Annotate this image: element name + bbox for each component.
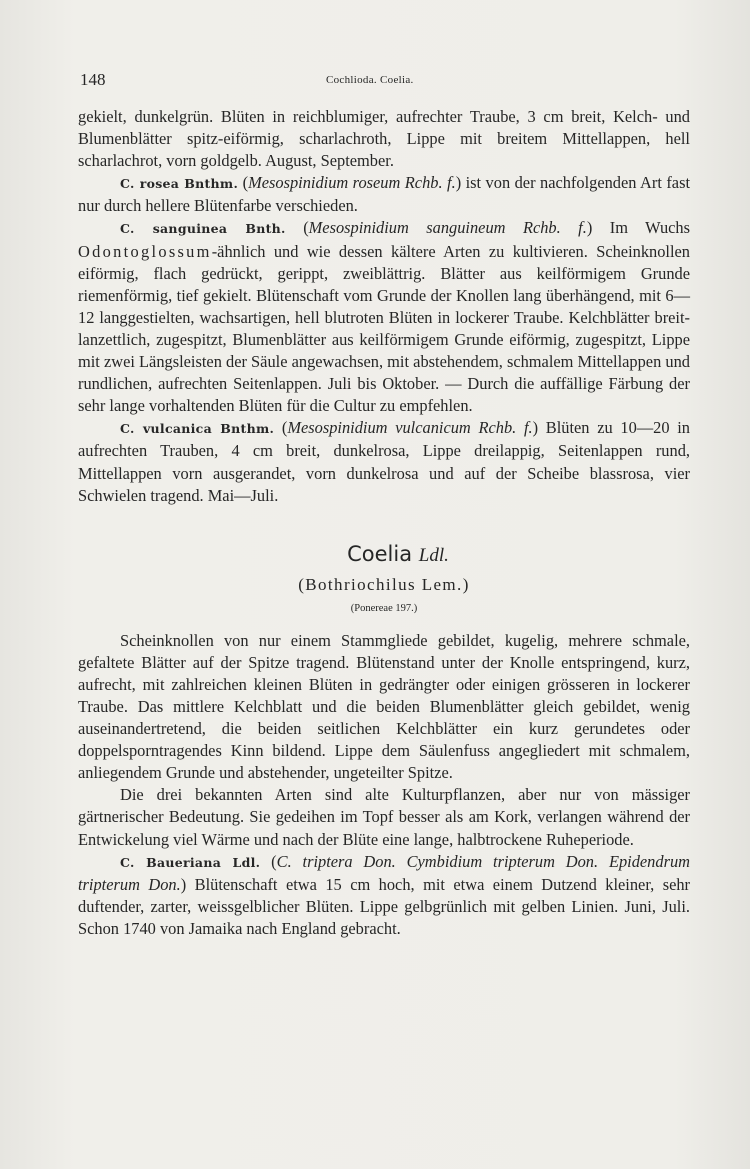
species-description: ist von der nachfolgenden Art fast nur durch hellere Blütenfarbe verschieden. [78,173,691,216]
genus-title: Coelia Ldl. [347,541,449,566]
genus-reference: Odontoglossum [78,241,212,261]
species-synonym: Mesospinidium sanguineum Rchb. f. [308,218,587,238]
genus-author: Ldl. [418,544,449,566]
page-number: 148 [80,70,106,89]
species-entry-vulcanica: C. vulcanica Bnthm. (Mesospinidium vulcanicum Rchb. f.) Blüten zu 10—20 in aufrechten Trauben, 4 cm breit, dunkelrosa, Lippe dreilappig, Seitenlappen rund, Mittellappen vorn ausgerandet, vorn dunkelrosa und auf der Scheibe blassrosa, vier Schwielen tragend. Mai—Juli. [78,418,690,505]
species-description: -ähnlich und wie dessen kältere Arten zu kultivieren. Scheinknollen eiförmig, flach gedrückt, gerippt, zweiblättrig. Blätter aus keilförmigem Grunde riemenförmig, tief gekielt. Blütenschaft vom Grunde der Knollen lang überhängend, mit 6—12 langgestielten, wachsartigen, hell blutroten Blüten in lockerer Traube. Kelchblätter breit-lanzettlich, zugespitzt, Blumenblätter aus keilförmigem Grunde eiförmig, zugespitzt, Lippe mit zwei Längsleisten der Säule angewachsen, mit abstehendem, schmalem Mittellappen und rundlichen, aufrechten Seitenlappen. Juli bis Oktober. — Durch die auffällige Färbung der sehr lange vorhaltenden Blüten für die Cultur zu empfehlen. [78,241,690,416]
species-entry-sanguinea: C. sanguinea Bnth. (Mesospinidium sanguineum Rchb. f.) Im Wuchs Odontoglossum-ähnlich und wie dessen kältere Arten zu kultivieren. Scheinknollen eiförmig, flach gedrückt, gerippt, zweiblättrig. Blätter aus keilförmigem Grunde riemenförmig, tief gekielt. Blütenschaft vom Grunde der Knollen lang überhängend, mit 6—12 langgestielten, wachsartigen, hell blutroten Blüten in lockerer Traube. Kelchblätter breit-lanzettlich, zugespitzt, Blumenblätter aus keilförmigem Grunde eiförmig, zugespitzt, Lippe mit zwei Längsleisten der Säule angewachsen, mit abstehendem, schmalem Mittellappen und rundlichen, aufrechten Seitenlappen. Juli bis Oktober. — Durch die auffällige Färbung der sehr lange vorhaltenden Blüten für die Cultur zu empfehlen. [78,218,690,416]
continued-paragraph: gekielt, dunkelgrün. Blüten in reichblumiger, aufrechter Traube, 3 cm breit, Kelch- und Blumenblätter spitz-eiförmig, scharlachroth, Lippe mit breitem Mittellappen, hell scharlachrot, vorn goldgelb. August, September. [78,107,690,171]
genus-heading [78,540,690,618]
page-body [78,106,690,940]
genus-synonym: (Bothriochilus Lem.) [298,574,470,594]
species-entry-rosea: C. rosea Bnthm. (Mesospinidium roseum Rchb. f.) ist von der nachfolgenden Art fast nur durch hellere Blütenfarbe verschieden. [78,173,691,216]
genus-description: Scheinknollen von nur einem Stammgliede gebildet, kugelig, mehrere schmale, gefaltete Blätter auf der Spitze tragend. Blütenstand unter der Knolle entspringend, kurz, aufrecht, mit zahlreichen kleinen Blüten in gedrängter oder einigen grösseren in lockerer Traube. Das mittlere Kelchblatt und die beiden Blumenblätter gleich gebildet, wenig auseinandertretend, die beiden seitlichen Kelchblätter ein kurz gerundetes oder doppelsporntragendes Kinn bildend. Lippe dem Säulenfuss angegliedert mit schmalem, anliegendem Grunde und abstehender, ungeteilter Spitze. [78,630,690,783]
tribe-reference: (Ponereae 197.) [350,602,418,614]
species-description: Blüten zu 10—20 in aufrechten Trauben, 4 cm breit, dunkelrosa, Lippe dreilappig, Seitenlappen rund, Mittellappen vorn ausgerandet, vorn dunkelrosa und auf der Scheibe blassrosa, vier Schwielen tragend. Mai—Juli. [78,418,690,505]
running-head: Cochlioda. Coelia. [326,74,414,86]
species-synonym: Mesospinidium roseum Rchb. f. [248,173,456,193]
species-entry-baueriana: C. Baueriana Ldl. (C. triptera Don. Cymbidium tripterum Don. Epidendrum tripterum Don.) Blütenschaft etwa 15 cm hoch, mit etwa einem Dutzend kleiner, sehr duftender, zarter, weissgelblicher Blüten. Lippe gelbgrünlich mit gelben Linien. Juni, Juli. Schon 1740 von Jamaika nach England gebracht. [78,851,690,938]
species-synonym: C. triptera Don. Cymbidium tripterum Don. Epidendrum tripterum Don. [78,851,690,894]
species-name: C. rosea Bnthm. [120,176,239,192]
species-name: C. sanguinea Bnth. [120,221,286,237]
species-synonym: Mesospinidium vulcanicum Rchb. f. [287,418,533,438]
page-header [80,70,690,94]
species-description: Blütenschaft etwa 15 cm hoch, mit etwa einem Dutzend kleiner, sehr duftender, zarter, weissgelblicher Blüten. Lippe gelbgrünlich mit gelben Linien. Juni, Juli. Schon 1740 von Jamaika nach England gebracht. [78,874,690,938]
species-name: C. vulcanica Bnthm. [120,421,275,437]
species-name: C. Baueriana Ldl. [120,854,261,870]
culture-notes: Die drei bekannten Arten sind alte Kulturpflanzen, aber nur von mässiger gärtnerischer Bedeutung. Sie gedeihen im Topf besser als am Kork, verlangen während der Entwickelung viel Wärme und nach der Blüte eine lange, halbtrockene Ruheperiode. [78,785,690,849]
